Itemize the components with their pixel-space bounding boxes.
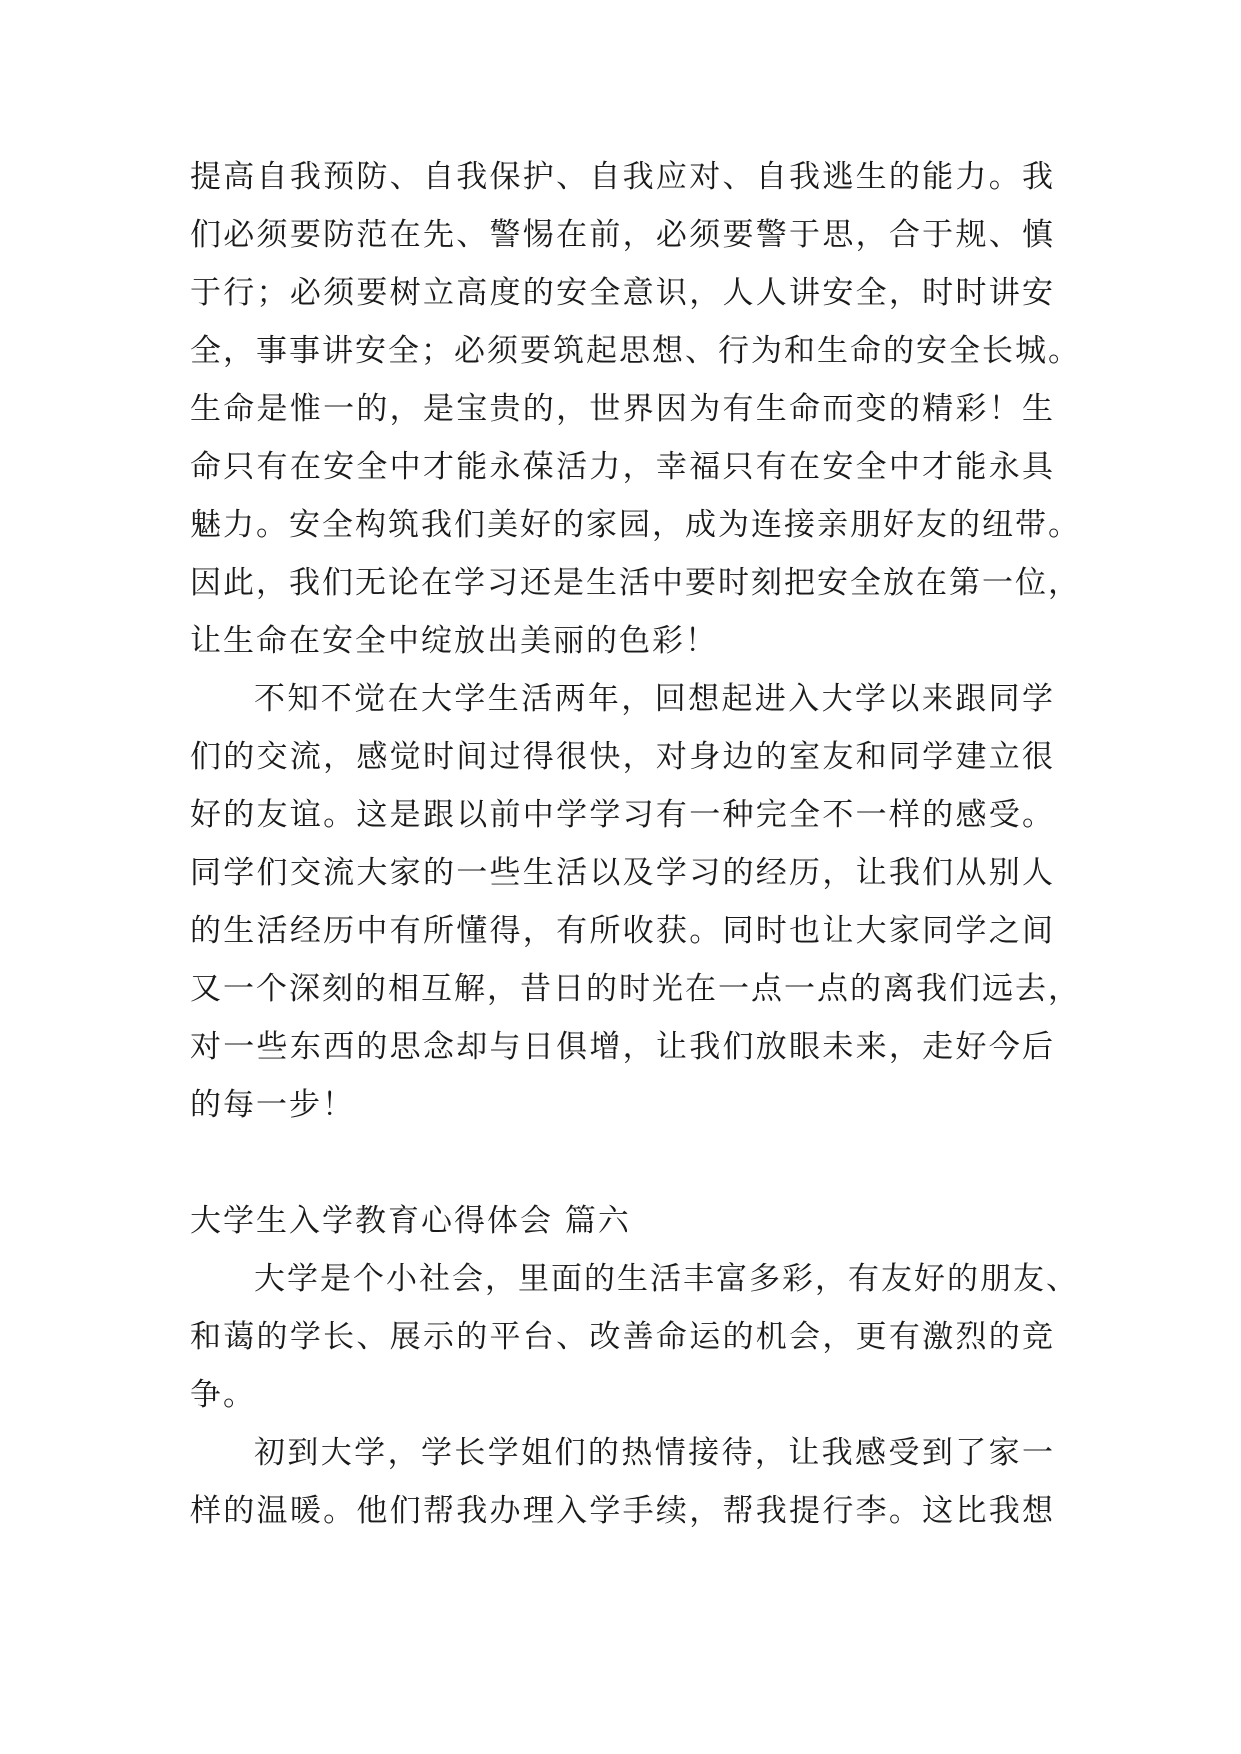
paragraph-line: 们的交流，感觉时间过得很快，对身边的室友和同学建立很 bbox=[190, 739, 1055, 775]
paragraph-line: 因此，我们无论在学习还是生活中要时刻把安全放在第一位， bbox=[190, 565, 1081, 601]
paragraph-line: 的生活经历中有所懂得，有所收获。同时也让大家同学之间 bbox=[190, 913, 1055, 949]
paragraph-line: 提高自我预防、自我保护、自我应对、自我逃生的能力。我 bbox=[190, 159, 1055, 195]
paragraph-university-life bbox=[190, 670, 1081, 1134]
paragraph-line: 于行；必须要树立高度的安全意识，人人讲安全，时时讲安 bbox=[190, 275, 1055, 311]
paragraph-line: 们必须要防范在先、警惕在前，必须要警于思，合于规、慎 bbox=[190, 217, 1055, 253]
paragraph-line: 同学们交流大家的一些生活以及学习的经历，让我们从别人 bbox=[190, 855, 1055, 891]
paragraph-line: 对一些东西的思念却与日俱增，让我们放眼未来，走好今后 bbox=[190, 1029, 1055, 1065]
paragraph-line: 生命是惟一的，是宝贵的，世界因为有生命而变的精彩！生 bbox=[190, 391, 1055, 427]
paragraph-safety bbox=[190, 148, 1081, 670]
paragraph-line: 不知不觉在大学生活两年，回想起进入大学以来跟同学 bbox=[254, 681, 1055, 717]
paragraph-line: 全，事事讲安全；必须要筑起思想、行为和生命的安全长城。 bbox=[190, 333, 1081, 369]
paragraph-line: 又一个深刻的相互解，昔日的时光在一点一点的离我们远去， bbox=[190, 971, 1081, 1007]
paragraph-line: 样的温暖。他们帮我办理入学手续，帮我提行李。这比我想 bbox=[190, 1493, 1055, 1529]
paragraph-line: 大学是个小社会，里面的生活丰富多彩，有友好的朋友、 bbox=[254, 1261, 1079, 1297]
paragraph-small-society bbox=[190, 1250, 1079, 1424]
paragraph-line: 命只有在安全中才能永葆活力，幸福只有在安全中才能永具 bbox=[190, 449, 1055, 485]
document-body bbox=[190, 148, 1081, 1540]
paragraph-line: 的每一步！ bbox=[190, 1087, 355, 1123]
paragraph-line: 和蔼的学长、展示的平台、改善命运的机会，更有激烈的竞 bbox=[190, 1319, 1055, 1355]
paragraph-line: 初到大学，学长学姐们的热情接待，让我感受到了家一 bbox=[254, 1435, 1055, 1471]
section-spacer bbox=[190, 1134, 1055, 1192]
section-heading: 大学生入学教育心得体会 篇六 bbox=[190, 1203, 631, 1239]
paragraph-line: 魅力。安全构筑我们美好的家园，成为连接亲朋好友的纽带。 bbox=[190, 507, 1081, 543]
paragraph-line: 争。 bbox=[190, 1377, 256, 1413]
paragraph-line: 让生命在安全中绽放出美丽的色彩！ bbox=[190, 623, 718, 659]
paragraph-line: 好的友谊。这是跟以前中学学习有一种完全不一样的感受。 bbox=[190, 797, 1055, 833]
paragraph-arrival bbox=[190, 1424, 1055, 1540]
